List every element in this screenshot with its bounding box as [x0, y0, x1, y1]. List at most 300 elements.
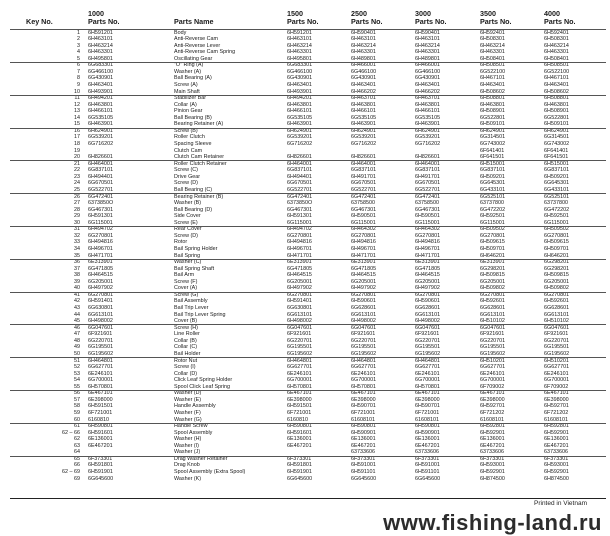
- parts-no-4000-cell: 6G525101: [544, 193, 570, 200]
- parts-no-1000-cell: 6H497902: [88, 285, 113, 292]
- parts-no-3500-cell: 6G205001: [480, 278, 506, 285]
- key-no-cell: 63: [74, 442, 80, 449]
- parts-no-1500-cell: 6G270801: [287, 232, 313, 239]
- parts-no-1500-cell: 6G522701: [287, 186, 313, 193]
- parts-no-4000-cell: 6F921601: [544, 331, 569, 338]
- parts-no-3000-cell: 6G670501: [415, 180, 441, 187]
- parts-no-3500-cell: 6G220701: [480, 337, 506, 344]
- key-no-cell: 2: [77, 36, 80, 43]
- model-3500-parts-label: Parts No.: [480, 16, 512, 26]
- parts-no-3000-cell: 6G837101: [415, 167, 441, 174]
- parts-name-cell: Spool Assembly: [174, 429, 213, 436]
- parts-no-2500-cell: 6G472401: [351, 193, 377, 200]
- parts-no-3500-cell: 6E246101: [480, 370, 505, 377]
- parts-no-3000-cell: 6H591101: [415, 469, 440, 476]
- parts-no-3000-cell: 6F721001: [415, 409, 440, 416]
- parts-no-4000-cell: 6H624901: [544, 127, 569, 134]
- parts-no-1500-cell: 6G205001: [287, 278, 313, 285]
- parts-no-3500-cell: 6G047601: [480, 324, 506, 331]
- group-divider: [10, 423, 606, 424]
- parts-name-cell: Screw (E): [174, 219, 198, 226]
- model-2500-header: [351, 10, 383, 25]
- table-row: [0, 200, 610, 207]
- parts-no-4000-cell: 6G314501: [544, 134, 570, 141]
- parts-no-2500-cell: 6H463214: [351, 42, 376, 49]
- parts-no-3500-cell: 6F921601: [480, 331, 505, 338]
- group-divider: [10, 357, 606, 358]
- parts-no-3500-cell: 6H467101: [480, 75, 505, 82]
- parts-no-3500-cell: 63733606: [480, 449, 504, 456]
- parts-no-1500-cell: 6G195602: [287, 350, 313, 357]
- parts-name-cell: Washer (F): [174, 409, 201, 416]
- parts-no-2500-cell: 6H463801: [351, 101, 376, 108]
- table-row: [0, 226, 610, 233]
- parts-name-cell: Handle Assembly: [174, 403, 216, 410]
- parts-no-1000-cell: 6G627701: [88, 364, 114, 371]
- parts-name-cell: Anti-Reverse Lever: [174, 42, 221, 49]
- parts-no-2500-cell: 6G613101: [351, 311, 377, 318]
- model-1500-header: [287, 10, 319, 25]
- parts-no-1500-cell: 6G670501: [287, 180, 313, 187]
- model-3000-label: 3000: [415, 9, 431, 18]
- parts-name-cell: Bearing Retainer (B): [174, 193, 224, 200]
- parts-no-4000-cell: 6G522801: [544, 114, 570, 121]
- parts-no-3500-cell: 6H874500: [480, 475, 505, 482]
- key-no-cell: 20: [74, 154, 80, 161]
- table-row: [0, 364, 610, 371]
- parts-no-1000-cell: 6G195501: [88, 344, 114, 351]
- key-no-cell: 62 – 66: [62, 429, 80, 436]
- parts-no-2500-cell: 6E467101: [351, 390, 376, 397]
- key-no-cell: 12: [74, 101, 80, 108]
- parts-no-3000-cell: 6H466202: [415, 88, 440, 95]
- table-row: [0, 325, 610, 332]
- parts-no-3000-cell: 6H590601: [415, 298, 440, 305]
- parts-no-4000-cell: 6G270801: [544, 291, 570, 298]
- table-row: [0, 30, 610, 37]
- parts-no-3000-cell: 6G645600: [415, 475, 441, 482]
- key-no-cell: 38: [74, 272, 80, 279]
- parts-no-4000-cell: 61608101: [544, 416, 568, 423]
- parts-no-4000-cell: 6G195602: [544, 350, 570, 357]
- parts-name-cell: Washer (G): [174, 416, 202, 423]
- parts-no-2500-cell: 6F921601: [351, 331, 376, 338]
- parts-no-2500-cell: 6H590901: [351, 429, 376, 436]
- parts-no-1000-cell: 6G535105: [88, 114, 114, 121]
- key-no-cell: 44: [74, 311, 80, 318]
- parts-no-1500-cell: 6F921601: [287, 331, 312, 338]
- parts-no-2500-cell: 6H463701: [351, 95, 376, 102]
- parts-no-3000-cell: 6H489801: [415, 55, 440, 62]
- parts-name-cell: Washer (B): [174, 200, 202, 207]
- parts-no-4000-cell: 6G627701: [544, 364, 570, 371]
- key-no-cell: 69: [74, 475, 80, 482]
- parts-no-3000-cell: 6G270801: [415, 232, 441, 239]
- parts-no-3500-cell: 6G522801: [480, 114, 506, 121]
- parts-no-1500-cell: 6H494816: [287, 239, 312, 246]
- parts-no-1000-cell: 6G270801: [88, 232, 114, 239]
- key-no-cell: 13: [74, 108, 80, 115]
- parts-no-3000-cell: 6H466001: [415, 62, 440, 69]
- table-row: [0, 82, 610, 89]
- parts-no-1000-cell: 6G630801: [88, 305, 114, 312]
- parts-no-3500-cell: 6G298201: [480, 265, 506, 272]
- parts-no-2500-cell: 6G700001: [351, 377, 377, 384]
- key-no-cell: 66: [74, 462, 80, 469]
- parts-no-1500-cell: 6H496701: [287, 245, 312, 252]
- parts-no-4000-cell: 6H463301: [544, 49, 569, 56]
- parts-no-1000-cell: 6G047601: [88, 324, 114, 331]
- parts-name-cell: Washer (D): [174, 390, 202, 397]
- parts-no-1000-cell: 6H591801: [88, 462, 113, 469]
- table-row: [0, 43, 610, 50]
- parts-no-3500-cell: 6H509815: [480, 272, 505, 279]
- parts-name-cell: Screw (G): [174, 291, 199, 298]
- table-row: [0, 397, 610, 404]
- model-1500-parts-label: Parts No.: [287, 16, 319, 26]
- parts-no-3500-cell: 6H509701: [480, 245, 505, 252]
- key-no-cell: 49: [74, 344, 80, 351]
- key-no-cell: 26: [74, 193, 80, 200]
- parts-no-2500-cell: 6E136001: [351, 436, 376, 443]
- parts-no-4000-cell: 6H592501: [544, 213, 569, 220]
- parts-no-2500-cell: 6E313901: [351, 259, 376, 266]
- key-no-cell: 60: [74, 416, 80, 423]
- model-3000-parts-label: Parts No.: [415, 16, 447, 26]
- parts-name-cell: Roller Clutch: [174, 134, 205, 141]
- parts-no-1500-cell: 6H591801: [287, 462, 312, 469]
- parts-name-cell: Click Leaf Spring Holder: [174, 377, 233, 384]
- parts-no-3000-cell: 6H463301: [415, 49, 440, 56]
- parts-no-1000-cell: 6E467201: [88, 442, 113, 449]
- parts-no-4000-cell: 6H509502: [544, 226, 569, 233]
- parts-no-2500-cell: 6H464801: [351, 357, 376, 364]
- key-no-cell: 28: [74, 206, 80, 213]
- parts-no-4000-cell: 6H463214: [544, 42, 569, 49]
- parts-no-3500-cell: 6G743002: [480, 141, 506, 148]
- parts-no-2500-cell: 6H471701: [351, 252, 376, 259]
- parts-no-4000-cell: 6G472202: [544, 206, 570, 213]
- table-row: [0, 62, 610, 69]
- key-no-cell: 16: [74, 127, 80, 134]
- parts-no-3000-cell: 6G471805: [415, 265, 441, 272]
- parts-name-cell: Collar (D): [174, 370, 198, 377]
- parts-no-4000-cell: 6G700001: [544, 377, 570, 384]
- key-no-cell: 31: [74, 226, 80, 233]
- parts-no-2500-cell: 6G195501: [351, 344, 377, 351]
- parts-no-2500-cell: 6H590701: [351, 403, 376, 410]
- parts-no-4000-cell: 6H592401: [544, 29, 569, 36]
- table-row: [0, 161, 610, 168]
- parts-no-3000-cell: 6H590901: [415, 429, 440, 436]
- key-no-cell: 23: [74, 173, 80, 180]
- key-no-cell: 24: [74, 180, 80, 187]
- parts-no-3500-cell: 6H508901: [480, 108, 505, 115]
- table-row: [0, 266, 610, 273]
- parts-no-1500-cell: 6H463101: [287, 36, 312, 43]
- parts-no-3000-cell: 6G047601: [415, 324, 441, 331]
- parts-no-1500-cell: 6F373301: [287, 455, 312, 462]
- parts-no-2500-cell: 6H464001: [351, 160, 376, 167]
- parts-no-3500-cell: 6G522100: [480, 68, 506, 75]
- parts-no-3000-cell: 6H826601: [415, 154, 440, 161]
- model-1000-parts-label: Parts No.: [88, 16, 120, 26]
- parts-no-1500-cell: 6H591901: [287, 469, 312, 476]
- table-row: [0, 174, 610, 181]
- parts-name-cell: Drag Washer Retainer: [174, 455, 228, 462]
- parts-no-1000-cell: 6G539201: [88, 134, 114, 141]
- table-row: [0, 344, 610, 351]
- table-row: [0, 358, 610, 365]
- table-row: [0, 430, 610, 437]
- parts-no-2500-cell: 6H590501: [351, 213, 376, 220]
- parts-no-2500-cell: 63758500: [351, 200, 375, 207]
- parts-no-2500-cell: 6H463301: [351, 49, 376, 56]
- parts-no-4000-cell: 6H592901: [544, 469, 569, 476]
- parts-no-1500-cell: 6G700001: [287, 377, 313, 384]
- key-no-cell: 4: [77, 49, 80, 56]
- parts-no-3500-cell: 6E136001: [480, 436, 505, 443]
- parts-no-4000-cell: 6H646201: [544, 252, 569, 259]
- parts-no-1500-cell: 6E136001: [287, 436, 312, 443]
- parts-name-cell: Ball Bearing (D): [174, 206, 213, 213]
- table-row: [0, 371, 610, 378]
- parts-no-3500-cell: 6H463401: [480, 81, 505, 88]
- parts-no-3000-cell: 63733606: [415, 449, 439, 456]
- parts-no-1000-cell: 6G270801: [88, 291, 114, 298]
- key-no-cell: 11: [74, 95, 80, 102]
- parts-name-cell: Side Cover: [174, 213, 201, 220]
- parts-no-3000-cell: 6F921601: [415, 331, 440, 338]
- key-no-cell: 56: [74, 390, 80, 397]
- parts-no-1000-cell: 6H466101: [88, 108, 113, 115]
- parts-no-3000-cell: 6H463901: [415, 121, 440, 128]
- parts-no-4000-cell: 6G270801: [544, 232, 570, 239]
- parts-no-1000-cell: 6H498002: [88, 318, 113, 325]
- parts-no-4000-cell: 6H508501: [544, 62, 569, 69]
- table-row: [0, 148, 610, 155]
- parts-no-4000-cell: 6H508801: [544, 95, 569, 102]
- parts-no-4000-cell: 6H509802: [544, 285, 569, 292]
- parts-name-cell: Spool Click Leaf Spring: [174, 383, 231, 390]
- parts-no-3000-cell: 6G700001: [415, 377, 441, 384]
- parts-no-3000-cell: 6H590701: [415, 403, 440, 410]
- parts-no-4000-cell: 6E467201: [544, 442, 569, 449]
- key-no-cell: 30: [74, 219, 80, 226]
- parts-no-4000-cell: 6H509615: [544, 239, 569, 246]
- parts-no-1000-cell: 6G471805: [88, 265, 114, 272]
- parts-no-3500-cell: 6H463801: [480, 101, 505, 108]
- parts-no-3500-cell: 6G115001: [480, 219, 505, 226]
- parts-no-4000-cell: 6H592801: [544, 423, 569, 430]
- parts-no-2500-cell: 6G466100: [351, 68, 377, 75]
- parts-no-1500-cell: 6F721001: [287, 409, 312, 416]
- key-no-cell: 62 – 69: [62, 469, 80, 476]
- parts-name-cell: Bail Holder: [174, 350, 201, 357]
- parts-no-4000-cell: 6F721202: [544, 409, 569, 416]
- parts-no-1000-cell: 6G115001: [88, 219, 113, 226]
- parts-no-2500-cell: 6E467201: [351, 442, 376, 449]
- parts-name-cell: Bail Assembly: [174, 298, 208, 305]
- parts-no-2500-cell: 6G627701: [351, 364, 377, 371]
- parts-no-1500-cell: 6G627701: [287, 364, 313, 371]
- parts-no-1500-cell: 6H591601: [287, 429, 312, 436]
- table-row: [0, 134, 610, 141]
- parts-no-3500-cell: 6G700001: [480, 377, 506, 384]
- table-row: [0, 410, 610, 417]
- parts-no-4000-cell: 6G047601: [544, 324, 570, 331]
- parts-no-3000-cell: 6H463214: [415, 42, 440, 49]
- parts-no-2500-cell: 6G047601: [351, 324, 377, 331]
- parts-no-3500-cell: 6F373301: [480, 455, 505, 462]
- parts-no-1500-cell: 6H464001: [287, 160, 312, 167]
- parts-name-cell: Screw (B): [174, 127, 198, 134]
- parts-no-3500-cell: 6H509502: [480, 226, 505, 233]
- parts-no-3000-cell: 63758500: [415, 200, 439, 207]
- parts-no-4000-cell: 6H463801: [544, 101, 569, 108]
- parts-no-4000-cell: 6G837101: [544, 167, 570, 174]
- parts-no-1000-cell: 6H463101: [88, 36, 113, 43]
- table-row: [0, 213, 610, 220]
- parts-name-cell: Stabilizer Bar: [174, 95, 207, 102]
- parts-no-3500-cell: 6H592801: [480, 423, 505, 430]
- parts-name-cell: "O" Ring (A): [174, 62, 204, 69]
- parts-no-1000-cell: 6G195602: [88, 350, 114, 357]
- parts-no-1000-cell: 6H624901: [88, 127, 113, 134]
- parts-no-4000-cell: 6H874500: [544, 475, 569, 482]
- key-no-cell: 3: [77, 42, 80, 49]
- bottom-divider: [10, 498, 606, 499]
- key-no-cell: 43: [74, 305, 80, 312]
- parts-no-1000-cell: 6H464001: [88, 160, 113, 167]
- parts-no-1500-cell: 6H498002: [287, 318, 312, 325]
- parts-no-4000-cell: 63737800: [544, 200, 568, 207]
- parts-no-2500-cell: 6H464515: [351, 272, 376, 279]
- key-no-cell: 1: [77, 29, 80, 36]
- group-divider: [10, 160, 606, 161]
- parts-name-cell: Bail Arm: [174, 272, 195, 279]
- parts-no-1000-cell: 6H493901: [88, 88, 113, 95]
- group-divider: [10, 456, 606, 457]
- parts-no-2500-cell: 6G645600: [351, 475, 377, 482]
- parts-no-1500-cell: 6G630801: [287, 305, 313, 312]
- parts-no-1500-cell: 6H497902: [287, 285, 312, 292]
- parts-no-3000-cell: 6G466100: [415, 68, 441, 75]
- parts-no-3000-cell: 6H590801: [415, 423, 440, 430]
- parts-no-3000-cell: 6H464001: [415, 160, 440, 167]
- parts-no-4000-cell: 6F641501: [544, 154, 569, 161]
- key-no-cell: 52: [74, 364, 80, 371]
- parts-no-4000-cell: 6G205001: [544, 278, 570, 285]
- parts-no-3000-cell: 6H570801: [415, 383, 440, 390]
- parts-no-3000-cell: 6H494816: [415, 239, 440, 246]
- parts-no-1000-cell: 6H494201: [88, 95, 113, 102]
- table-row: [0, 436, 610, 443]
- group-divider: [10, 29, 606, 30]
- parts-name-cell: Ball Bearing (A): [174, 75, 212, 82]
- model-2500-parts-label: Parts No.: [351, 16, 383, 26]
- parts-no-3500-cell: 6H463301: [480, 49, 505, 56]
- key-no-cell: 45: [74, 318, 80, 325]
- table-row: [0, 49, 610, 56]
- model-2500-label: 2500: [351, 9, 367, 18]
- parts-no-3000-cell: 6H591001: [415, 462, 440, 469]
- parts-no-1500-cell: 6G047601: [287, 324, 313, 331]
- table-row: [0, 95, 610, 102]
- parts-no-3500-cell: 6F641501: [480, 154, 505, 161]
- parts-no-3000-cell: 6G522701: [415, 186, 441, 193]
- parts-no-3000-cell: 6G115001: [415, 219, 440, 226]
- table-row: [0, 462, 610, 469]
- key-no-cell: 62: [74, 436, 80, 443]
- parts-name-cell: Collar (B): [174, 337, 197, 344]
- parts-no-3500-cell: 6H508801: [480, 95, 505, 102]
- parts-no-3000-cell: 6G613101: [415, 311, 441, 318]
- parts-no-3000-cell: 6G716202: [415, 141, 441, 148]
- parts-no-1000-cell: 6F373301: [88, 455, 113, 462]
- parts-no-2500-cell: 6H494816: [351, 239, 376, 246]
- parts-no-1500-cell: 6H591401: [287, 298, 312, 305]
- table-row: [0, 128, 610, 135]
- table-row: [0, 312, 610, 319]
- model-1000-label: 1000: [88, 9, 104, 18]
- key-no-cell: 19: [74, 147, 80, 154]
- parts-name-cell: Rotor Nut: [174, 357, 198, 364]
- parts-no-3500-cell: 6G837101: [480, 167, 506, 174]
- table-row: [0, 75, 610, 82]
- parts-no-1000-cell: 6H591601: [88, 429, 113, 436]
- parts-no-1000-cell: 6H464801: [88, 357, 113, 364]
- parts-name-cell: Pinion Gear: [174, 108, 203, 115]
- key-no-cell: 27: [74, 200, 80, 207]
- parts-no-3000-cell: 6G539201: [415, 134, 441, 141]
- parts-no-4000-cell: 6F709002: [544, 383, 569, 390]
- parts-name-cell: Handle Screw: [174, 423, 208, 430]
- key-no-cell: 5: [77, 55, 80, 62]
- parts-no-4000-cell: 6G522100: [544, 68, 570, 75]
- key-no-cell: 57: [74, 396, 80, 403]
- parts-no-3500-cell: 6H593001: [480, 462, 505, 469]
- parts-no-1500-cell: 6H591201: [287, 29, 312, 36]
- parts-no-2500-cell: 6H463401: [351, 81, 376, 88]
- parts-no-2500-cell: 6G837101: [351, 167, 377, 174]
- parts-no-1500-cell: 6H624901: [287, 127, 312, 134]
- parts-no-1000-cell: 6E246101: [88, 370, 113, 377]
- parts-no-1500-cell: 6H463401: [287, 81, 312, 88]
- parts-name-cell: Line Roller: [174, 331, 200, 338]
- key-no-header: Key No.: [26, 17, 53, 26]
- parts-no-2500-cell: 6G716202: [351, 141, 377, 148]
- parts-no-1500-cell: 6H464801: [287, 357, 312, 364]
- key-no-cell: 35: [74, 252, 80, 259]
- parts-no-3000-cell: 6G467301: [415, 206, 441, 213]
- parts-name-cell: Bail Trip Lever: [174, 305, 209, 312]
- parts-name-cell: Bail Spring Holder: [174, 245, 218, 252]
- model-4000-header: [544, 10, 576, 25]
- parts-no-2500-cell: 61608101: [351, 416, 375, 423]
- parts-no-2500-cell: 6H570801: [351, 383, 376, 390]
- parts-no-2500-cell: 6G522701: [351, 186, 377, 193]
- parts-no-3500-cell: 6G613101: [480, 311, 506, 318]
- parts-name-cell: Washer (I): [174, 442, 199, 449]
- parts-name-header: Parts Name: [174, 17, 214, 26]
- parts-no-2500-cell: 6G535105: [351, 114, 377, 121]
- parts-name-cell: Collar (C): [174, 344, 198, 351]
- parts-name-cell: Clutch Cam: [174, 147, 203, 154]
- key-no-cell: 34: [74, 245, 80, 252]
- parts-no-3500-cell: 6H592501: [480, 213, 505, 220]
- parts-no-4000-cell: 6G115001: [544, 219, 569, 226]
